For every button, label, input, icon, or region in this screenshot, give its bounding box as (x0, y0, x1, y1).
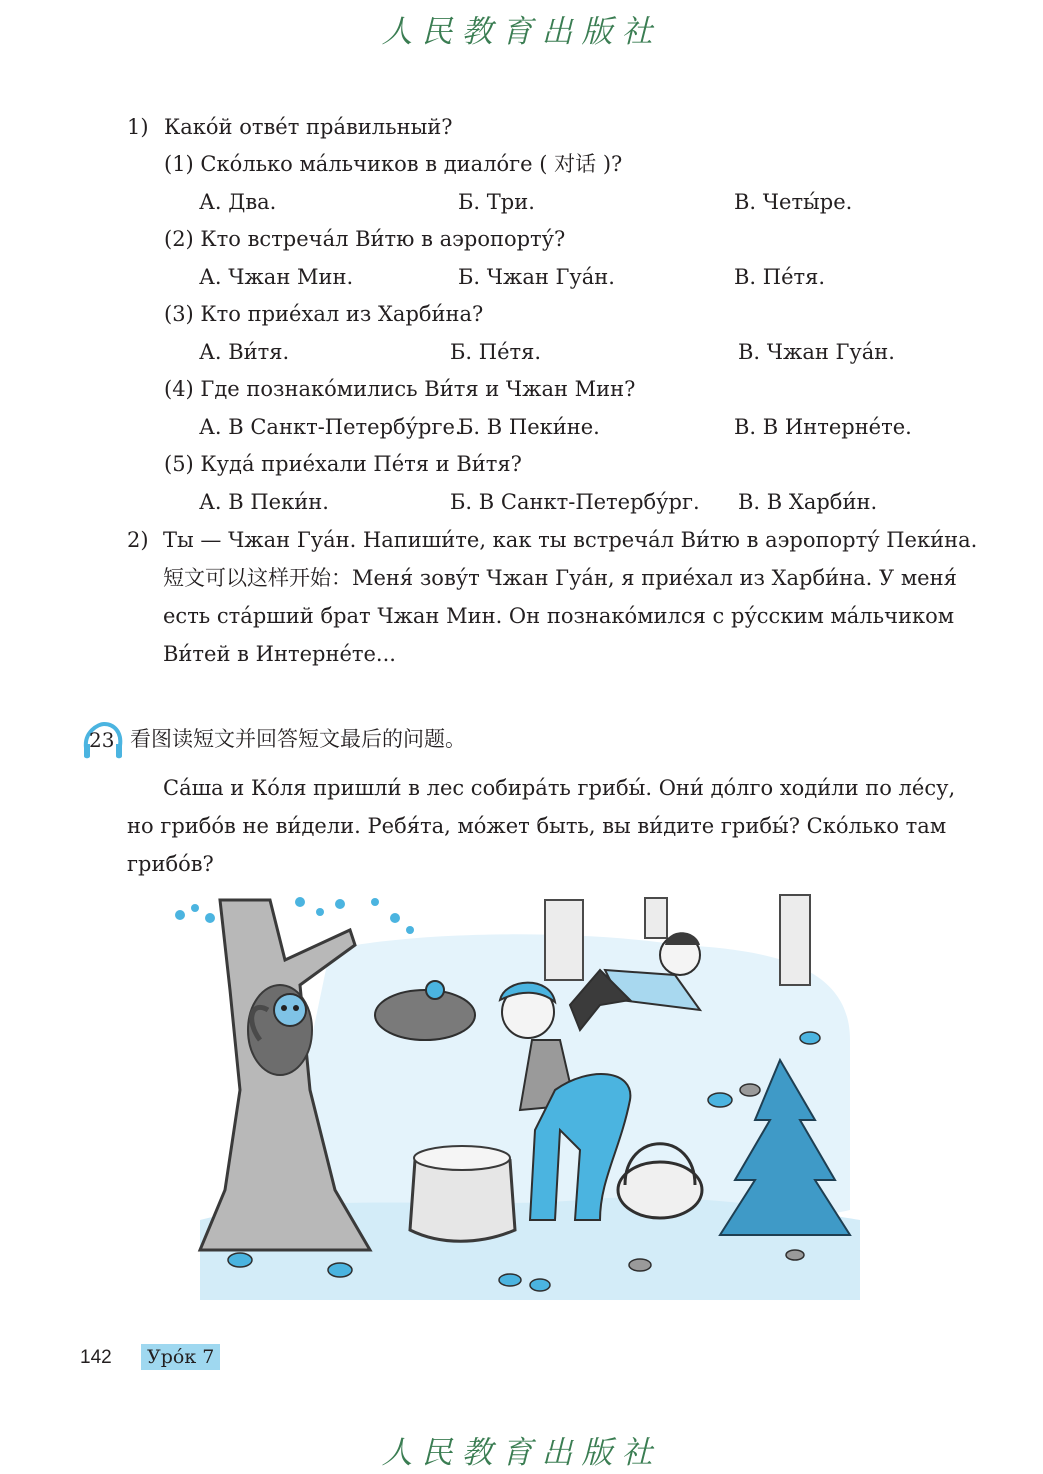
question-1-option-b: Б. Три. (458, 190, 535, 214)
task-2-line-1: Ты — Чжан Гуа́н. Напиши́те, как ты встреча́л Ви́тю в аэропорту́ Пеки́на. (163, 528, 978, 552)
mushroom (228, 1253, 252, 1267)
question-4-option-b: Б. В Пеки́не. (458, 415, 600, 439)
exercise-text-line-3: грибо́в? (127, 852, 214, 876)
task-2-line-2: 短文可以这样开始：Меня́ зову́т Чжан Гуа́н, я прие́хал из Харби́на. У меня́ (163, 566, 957, 590)
task-2-number: 2) (127, 528, 149, 552)
publisher-watermark-bottom: 人民教育出版社 (381, 1435, 662, 1471)
exercise-title: 看图读短文并回答短文最后的问题。 (130, 727, 466, 751)
question-3-option-a: А. Ви́тя. (199, 340, 290, 364)
task-2-line-4: Ви́тей в Интерне́те... (163, 642, 396, 666)
background-tree-trunk (545, 900, 583, 980)
question-3-option-b: Б. Пе́тя. (450, 340, 542, 364)
basket (618, 1162, 702, 1218)
question-4: (4) Где познако́мились Ви́тя и Чжан Мин? (164, 377, 636, 401)
forest-illustration (160, 890, 860, 1300)
question-5-option-c: В. В Харби́н. (738, 490, 878, 514)
publisher-watermark-top: 人民教育出版社 (381, 14, 662, 50)
question-5: (5) Куда́ прие́хали Пе́тя и Ви́тя? (164, 452, 522, 476)
page-number: 142 (80, 1347, 112, 1368)
task-1-heading: Како́й отве́т пра́вильный? (164, 115, 453, 139)
exercise-number: 23 (89, 728, 115, 752)
question-1-option-c: В. Четы́ре. (734, 190, 853, 214)
question-5-option-a: А. В Пеки́н. (199, 490, 329, 514)
question-3-option-c: В. Чжан Гуа́н. (738, 340, 895, 364)
question-1: (1) Ско́лько ма́льчиков в диало́ге ( 对话 )? (164, 152, 623, 176)
hedgehog (375, 990, 475, 1040)
task-1-number: 1) (127, 115, 149, 139)
exercise-number-badge (80, 722, 124, 758)
question-3: (3) Кто прие́хал из Харби́на? (164, 302, 484, 326)
question-5-option-b: Б. В Санкт-Петербу́рг. (450, 490, 700, 514)
lesson-label: Уро́к 7 (141, 1344, 220, 1370)
question-2: (2) Кто встреча́л Ви́тю в аэропорту́? (164, 227, 566, 251)
exercise-text-line-2: но грибо́в не ви́дели. Ребя́та, мо́жет быть, вы ви́дите грибы́? Ско́лько там (127, 814, 947, 838)
question-2-option-b: Б. Чжан Гуа́н. (458, 265, 615, 289)
question-1-option-a: А. Два. (199, 190, 277, 214)
question-4-option-a: А. В Санкт-Петербу́рге. (199, 415, 462, 439)
exercise-text-line-1: Са́ша и Ко́ля пришли́ в лес собира́ть грибы́. Они́ до́лго ходи́ли по ле́су, (163, 776, 956, 800)
question-4-option-c: В. В Интерне́те. (734, 415, 912, 439)
task-2-line-3: есть ста́рший брат Чжан Мин. Он познако́мился с ру́сским ма́льчиком (163, 604, 955, 628)
question-2-option-a: А. Чжан Мин. (199, 265, 354, 289)
question-2-option-c: В. Пе́тя. (734, 265, 826, 289)
squirrel (274, 994, 306, 1026)
